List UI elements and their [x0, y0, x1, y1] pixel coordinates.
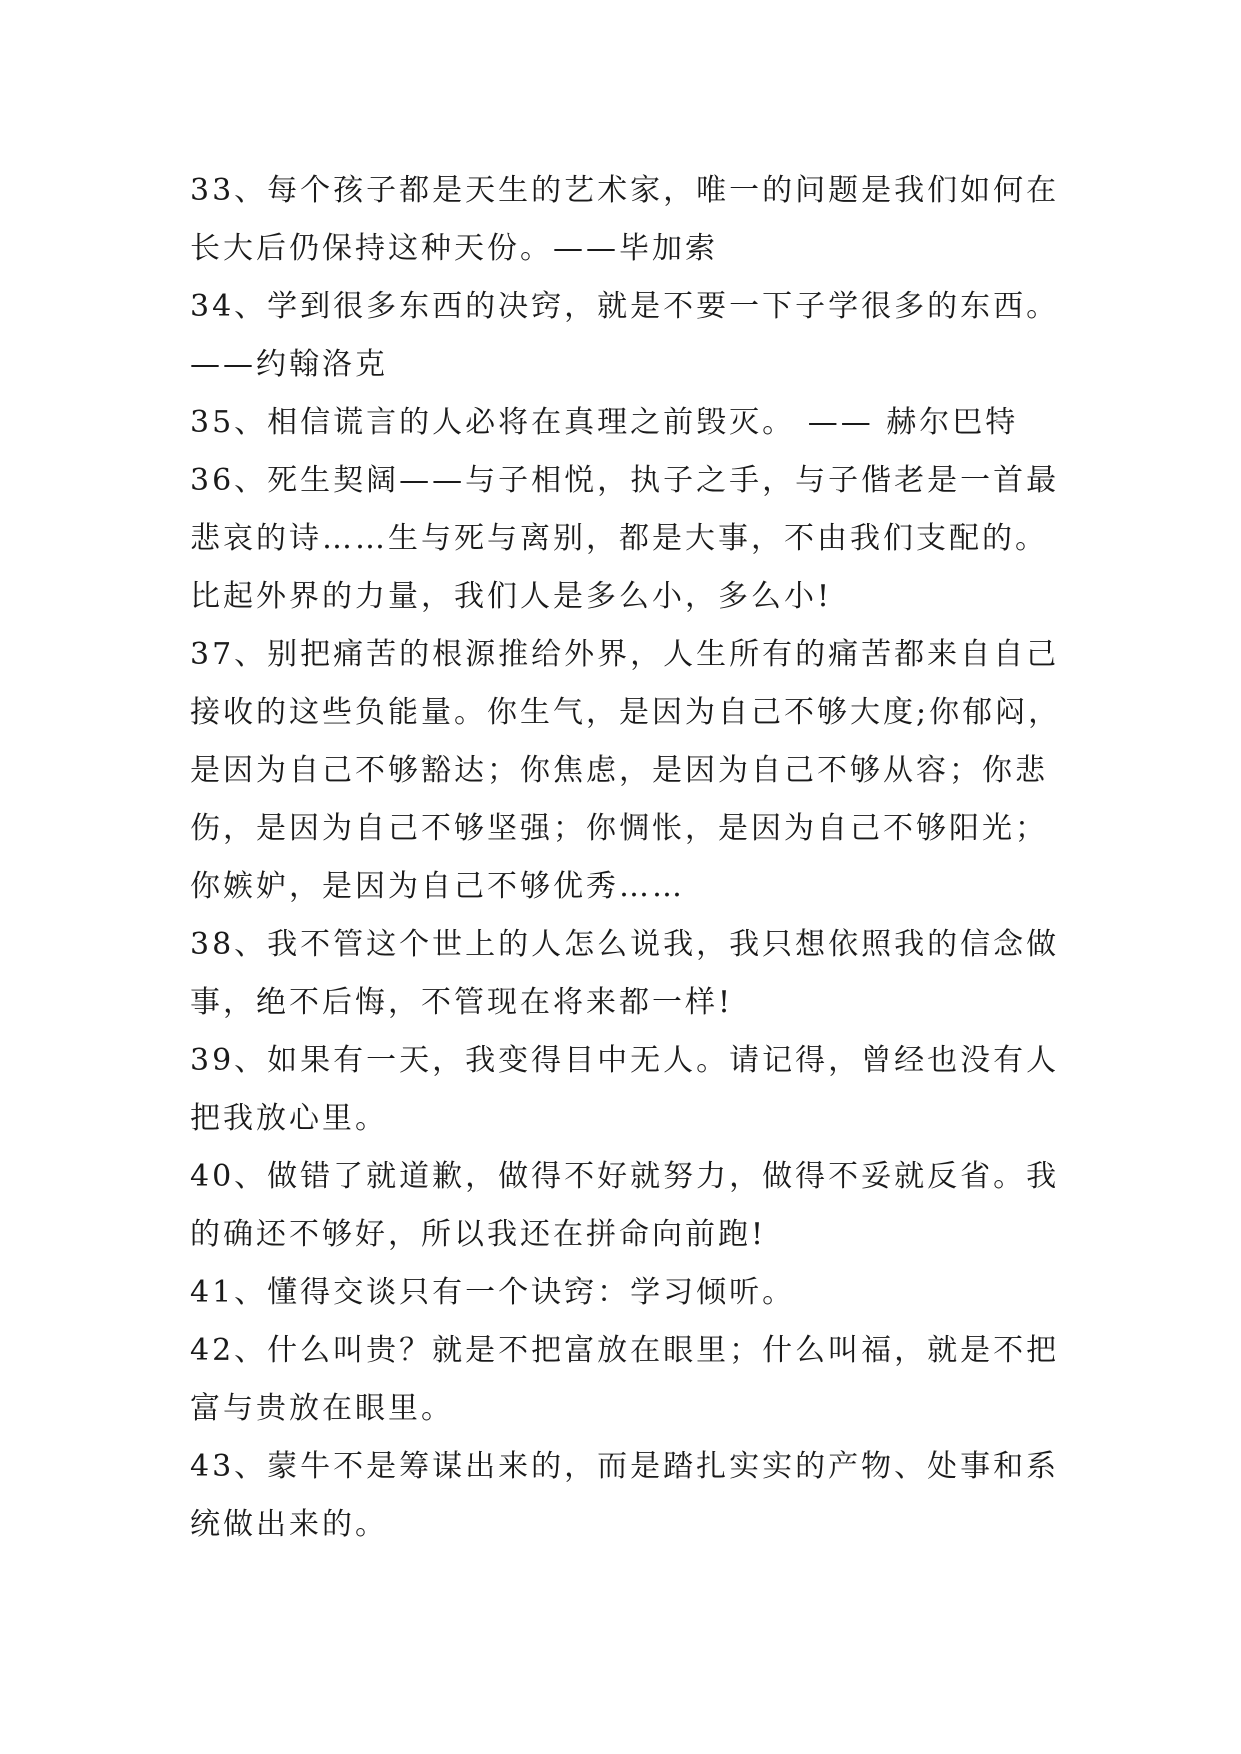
text-line: 长大后仍保持这种天份。——毕加索: [190, 231, 718, 266]
text-line: 35、相信谎言的人必将在真理之前毁灭。 —— 赫尔巴特: [190, 405, 1019, 440]
text-line: 43、蒙牛不是筹谋出来的，而是踏扎实实的产物、处事和系: [190, 1449, 1060, 1484]
text-line: 事，绝不后悔，不管现在将来都一样!: [190, 985, 734, 1020]
text-line: 统做出来的。: [190, 1507, 388, 1542]
text-line: 你嫉妒，是因为自己不够优秀……: [190, 869, 685, 904]
text-line: 把我放心里。: [190, 1101, 388, 1136]
document-body: [190, 162, 1070, 1554]
text-line: 33、每个孩子都是天生的艺术家，唯一的问题是我们如何在: [190, 173, 1060, 208]
text-line: 接收的这些负能量。你生气，是因为自己不够大度;你郁闷，: [190, 695, 1062, 730]
text-line: 的确还不够好，所以我还在拼命向前跑!: [190, 1217, 767, 1252]
text-line: 富与贵放在眼里。: [190, 1391, 454, 1426]
text-line: 是因为自己不够豁达；你焦虑，是因为自己不够从容；你悲: [190, 753, 1048, 788]
text-line: 38、我不管这个世上的人怎么说我，我只想依照我的信念做: [190, 927, 1060, 962]
text-line: ——约翰洛克: [190, 347, 388, 382]
text-line: 41、懂得交谈只有一个诀窍：学习倾听。: [190, 1275, 796, 1310]
text-line: 37、别把痛苦的根源推给外界，人生所有的痛苦都来自自己: [190, 637, 1060, 672]
text-line: 悲哀的诗……生与死与离别，都是大事，不由我们支配的。: [190, 521, 1048, 556]
text-line: 伤，是因为自己不够坚强；你惆怅，是因为自己不够阳光；: [190, 811, 1048, 846]
text-line: 39、如果有一天，我变得目中无人。请记得，曾经也没有人: [190, 1043, 1060, 1078]
text-line: 34、学到很多东西的决窍，就是不要一下子学很多的东西。: [190, 289, 1060, 324]
text-line: 42、什么叫贵？就是不把富放在眼里；什么叫福，就是不把: [190, 1333, 1060, 1368]
text-line: 40、做错了就道歉，做得不好就努力，做得不妥就反省。我: [190, 1159, 1060, 1194]
text-line: 比起外界的力量，我们人是多么小，多么小!: [190, 579, 833, 614]
text-line: 36、死生契阔——与子相悦，执子之手，与子偕老是一首最: [190, 463, 1060, 498]
